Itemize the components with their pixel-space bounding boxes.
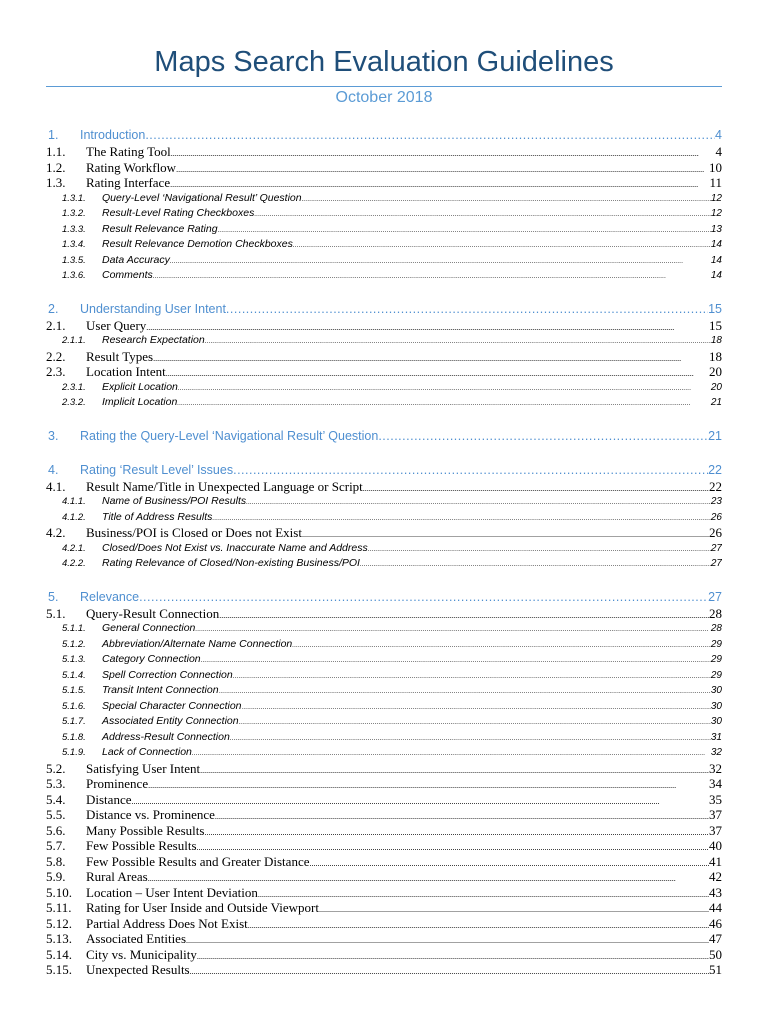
toc-entry-1-3-4[interactable] — [46, 237, 722, 253]
toc-entry-number: 5.15. — [46, 962, 72, 977]
toc-dot-leader — [319, 902, 709, 916]
toc-entry-title: Abbreviation/Alternate Name Connection — [102, 637, 293, 650]
toc-entry-title: Rating ‘Result Level’ Issues — [80, 462, 234, 477]
toc-page-number: 30 — [710, 685, 722, 696]
toc-page-number: 44 — [709, 900, 722, 915]
toc-entry-1-3-3[interactable] — [46, 222, 722, 238]
toc-entry-title: Transit Intent Connection — [102, 684, 219, 696]
toc-page-number: 20 — [710, 381, 722, 393]
toc-entry-title: Rating Workflow — [86, 159, 177, 175]
toc-page-number: 47 — [709, 931, 722, 946]
toc-page-number: 29 — [710, 669, 722, 681]
toc-entry-title: Associated Entities — [86, 931, 187, 946]
toc-entry-number: 5.1. — [46, 605, 66, 621]
toc-entry-1-3-2[interactable] — [46, 206, 722, 222]
toc-entry-number: 4.2. — [46, 525, 66, 540]
toc-entry-title: Distance — [86, 791, 132, 807]
toc-entry-title: Introduction — [80, 128, 146, 142]
toc-dot-leader — [139, 589, 708, 606]
toc-entry-1-3-1[interactable] — [46, 191, 722, 207]
toc-entry-number: 5.2. — [46, 760, 66, 776]
toc-dot-leader — [197, 840, 709, 854]
toc-page-number: 23 — [710, 496, 722, 507]
toc-entry-title: Address-Result Connection — [102, 730, 230, 743]
toc-dot-leader — [171, 146, 716, 160]
toc-entry-2[interactable] — [46, 301, 722, 318]
toc-entry-title: City vs. Municipality — [86, 946, 197, 962]
toc-entry-5-10[interactable] — [46, 885, 722, 901]
toc-page-number: 32 — [710, 747, 722, 758]
toc-entry-2-2[interactable] — [46, 349, 722, 365]
toc-page-number: 18 — [709, 348, 722, 364]
toc-dot-leader — [204, 825, 709, 839]
toc-page-number: 29 — [710, 638, 722, 650]
toc-dot-leader — [212, 511, 710, 526]
toc-dot-leader — [368, 542, 711, 557]
toc-dot-leader — [177, 396, 711, 411]
toc-page-number: 26 — [710, 511, 722, 523]
toc-entry-number: 1. — [48, 128, 59, 142]
toc-dot-leader — [153, 269, 711, 284]
toc-entry-number: 4.1.1. — [62, 496, 86, 507]
toc-entry-number: 5.6. — [46, 822, 66, 838]
toc-entry-number: 5. — [48, 589, 59, 604]
toc-entry-1-2[interactable] — [46, 160, 722, 176]
toc-entry-1[interactable] — [46, 127, 722, 144]
toc-dot-leader — [195, 622, 710, 637]
toc-entry-number: 2.2. — [46, 348, 66, 364]
toc-page-number: 21 — [710, 397, 722, 408]
toc-page-number: 41 — [709, 853, 722, 869]
toc-entry-title: Relevance — [80, 589, 140, 604]
toc-dot-leader — [176, 162, 709, 176]
toc-dot-leader — [178, 381, 711, 396]
toc-page-number: 14 — [710, 270, 722, 281]
toc-entry-number: 5.1.7. — [62, 716, 86, 727]
toc-entry-title: Unexpected Results — [86, 962, 190, 977]
toc-entry-title: Special Character Connection — [102, 699, 242, 712]
toc-entry-number: 5.13. — [46, 931, 72, 946]
toc-entry-title: Distance vs. Prominence — [86, 807, 215, 822]
toc-entry-5-8[interactable] — [46, 854, 722, 870]
toc-entry-title: Lack of Connection — [102, 746, 192, 758]
toc-dot-leader — [170, 254, 711, 269]
toc-page-number: 43 — [709, 884, 722, 900]
toc-page-number: 26 — [709, 525, 722, 540]
toc-entry-number: 5.4. — [46, 791, 66, 807]
toc-entry-number: 1.3.2. — [62, 208, 86, 219]
toc-dot-leader — [246, 495, 711, 510]
toc-entry-title: Explicit Location — [102, 380, 178, 393]
toc-entry-title: Rural Areas — [86, 869, 148, 884]
toc-dot-leader — [166, 366, 709, 380]
toc-dot-leader — [190, 964, 709, 978]
toc-dot-leader — [378, 428, 708, 445]
toc-entry-title: Query-Result Connection — [86, 605, 220, 621]
toc-entry-number: 5.1.9. — [62, 747, 86, 758]
toc-dot-leader — [192, 746, 711, 761]
toc-dot-leader — [146, 320, 709, 334]
toc-entry-1-3[interactable] — [46, 175, 722, 191]
toc-dot-leader — [226, 301, 708, 318]
toc-entry-number: 1.1. — [46, 144, 66, 159]
toc-entry-title: Comments — [102, 269, 153, 281]
toc-entry-5[interactable] — [46, 589, 722, 606]
document-date: October 2018 — [335, 89, 433, 106]
toc-entry-5-1-2[interactable] — [46, 637, 722, 653]
toc-dot-leader — [148, 778, 709, 792]
toc-dot-leader — [233, 669, 711, 684]
toc-entry-4-2[interactable] — [46, 525, 722, 541]
document-title: Maps Search Evaluation Guidelines — [154, 46, 614, 78]
toc-dot-leader — [219, 684, 711, 699]
toc-entry-5-1-3[interactable] — [46, 652, 722, 668]
toc-entry-title: Rating Relevance of Closed/Non-existing Business/POI — [102, 557, 360, 569]
toc-entry-1-3-5[interactable] — [46, 253, 722, 269]
toc-entry-title: Category Connection — [102, 653, 201, 665]
toc-entry-number: 3. — [48, 428, 59, 443]
toc-entry-number: 4.2.1. — [62, 542, 86, 554]
toc-entry-number: 2.1. — [46, 317, 66, 333]
toc-entry-4-1[interactable] — [46, 479, 722, 495]
toc-entry-number: 4.2.2. — [62, 558, 86, 569]
toc-dot-leader — [360, 557, 711, 572]
toc-page-number: 46 — [709, 915, 722, 931]
toc-entry-5-1-9[interactable] — [46, 745, 722, 761]
toc-entry-number: 5.1.8. — [62, 731, 86, 743]
toc-page-number: 35 — [709, 791, 722, 807]
toc-entry-number: 5.11. — [46, 900, 72, 915]
toc-dot-leader — [302, 192, 711, 207]
toc-page-number: 32 — [709, 760, 722, 776]
toc-page-number: 27 — [710, 558, 722, 569]
toc-page-number: 14 — [710, 239, 722, 250]
toc-entry-5-1-4[interactable] — [46, 668, 722, 684]
toc-entry-number: 5.1.3. — [62, 654, 86, 665]
toc-entry-5-7[interactable] — [46, 838, 722, 854]
toc-entry-title: Rating for User Inside and Outside Viewport — [86, 900, 319, 915]
toc-entry-title: Rating Interface — [86, 175, 171, 190]
toc-entry-4-1-2[interactable] — [46, 510, 722, 526]
toc-entry-number: 5.9. — [46, 869, 66, 884]
toc-dot-leader — [309, 856, 709, 870]
toc-entry-number: 2.3. — [46, 364, 66, 379]
toc-dot-leader — [254, 207, 711, 222]
toc-page-number: 4 — [715, 144, 722, 159]
toc-dot-leader — [239, 715, 711, 730]
toc-entry-title: Partial Address Does Not Exist — [86, 915, 248, 931]
toc-page-number: 30 — [710, 700, 722, 712]
toc-dot-leader — [219, 608, 709, 622]
toc-page-number: 13 — [710, 223, 722, 235]
toc-page-number: 28 — [709, 605, 722, 621]
toc-page-number: 37 — [709, 807, 722, 822]
toc-entry-number: 1.3. — [46, 175, 66, 190]
toc-page-number: 51 — [709, 962, 722, 977]
toc-page-number: 50 — [709, 946, 722, 962]
toc-entry-number: 1.3.1. — [62, 192, 86, 204]
toc-page-number: 31 — [710, 731, 722, 743]
toc-dot-leader — [153, 351, 709, 365]
toc-entry-number: 5.7. — [46, 838, 66, 853]
toc-entry-title: Few Possible Results and Greater Distance — [86, 853, 310, 869]
toc-dot-leader — [170, 177, 709, 191]
toc-entry-5-9[interactable] — [46, 869, 722, 885]
toc-page-number: 12 — [710, 192, 722, 204]
toc-entry-title: Result Relevance Demotion Checkboxes — [102, 238, 293, 250]
toc-entry-number: 5.3. — [46, 776, 66, 791]
toc-entry-title: Prominence — [86, 776, 149, 791]
toc-entry-5-1-8[interactable] — [46, 730, 722, 746]
toc-entry-title: The Rating Tool — [86, 144, 171, 159]
toc-entry-number: 4. — [48, 462, 59, 477]
toc-dot-leader — [363, 481, 709, 495]
toc-entry-5-1-6[interactable] — [46, 699, 722, 715]
toc-dot-leader — [292, 638, 711, 653]
toc-page-number: 28 — [710, 623, 722, 634]
toc-entry-number: 5.1.6. — [62, 700, 86, 712]
toc-entry-title: Query-Level ‘Navigational Result’ Question — [102, 191, 302, 204]
toc-dot-leader — [215, 809, 709, 823]
toc-dot-leader — [230, 731, 711, 746]
toc-entry-number: 4.1.2. — [62, 511, 86, 523]
toc-entry-title: Location Intent — [86, 364, 166, 379]
toc-entry-5-4[interactable] — [46, 792, 722, 808]
toc-entry-number: 5.14. — [46, 946, 72, 962]
toc-entry-number: 5.8. — [46, 853, 66, 869]
toc-page-number: 21 — [708, 428, 722, 443]
toc-entry-title: Result Types — [86, 348, 154, 364]
toc-entry-5-1-5[interactable] — [46, 683, 722, 699]
toc-entry-number: 2.3.2. — [62, 397, 86, 408]
toc-entry-1-1[interactable] — [46, 144, 722, 160]
toc-page-number: 15 — [708, 301, 722, 316]
toc-entry-title: Few Possible Results — [86, 838, 197, 853]
table-of-contents — [46, 126, 722, 978]
toc-entry-5-6[interactable] — [46, 823, 722, 839]
toc-page-number: 12 — [710, 208, 722, 219]
toc-dot-leader — [186, 933, 709, 947]
toc-page-number: 29 — [710, 654, 722, 665]
toc-entry-title: Associated Entity Connection — [102, 715, 239, 727]
toc-dot-leader — [205, 334, 711, 349]
toc-entry-title: Spell Correction Connection — [102, 668, 233, 681]
toc-entry-4[interactable] — [46, 462, 722, 479]
toc-entry-number: 1.3.6. — [62, 270, 86, 281]
toc-dot-leader — [248, 918, 709, 932]
toc-entry-4-1-1[interactable] — [46, 494, 722, 510]
toc-entry-title: Location – User Intent Deviation — [86, 884, 258, 900]
toc-entry-number: 1.3.5. — [62, 254, 86, 266]
toc-entry-number: 1.2. — [46, 159, 66, 175]
toc-entry-5-1[interactable] — [46, 606, 722, 622]
toc-entry-number: 2.3.1. — [62, 381, 86, 393]
toc-entry-title: Research Expectation — [102, 334, 205, 346]
toc-entry-number: 1.3.4. — [62, 239, 86, 250]
toc-entry-title: Result Name/Title in Unexpected Language or Script — [86, 478, 363, 494]
toc-entry-5-13[interactable] — [46, 931, 722, 947]
toc-entry-number: 5.10. — [46, 884, 72, 900]
toc-entry-5-14[interactable] — [46, 947, 722, 963]
toc-entry-number: 5.12. — [46, 915, 72, 931]
toc-entry-number: 5.1.1. — [62, 623, 86, 634]
toc-page-number: 27 — [708, 589, 722, 604]
toc-page-number: 20 — [709, 364, 722, 379]
toc-entry-title: Result-Level Rating Checkboxes — [102, 207, 255, 219]
toc-page-number: 15 — [709, 317, 722, 333]
toc-entry-number: 1.3.3. — [62, 223, 86, 235]
toc-entry-title: Rating the Query-Level ‘Navigational Result’ Question — [80, 428, 379, 443]
toc-entry-number: 5.1.5. — [62, 685, 86, 696]
toc-entry-title: Result Relevance Rating — [102, 222, 218, 235]
toc-page-number: 18 — [710, 335, 722, 346]
toc-entry-5-1-7[interactable] — [46, 714, 722, 730]
toc-entry-title: Data Accuracy — [102, 253, 170, 266]
toc-dot-leader — [302, 527, 709, 541]
toc-entry-4-2-1[interactable] — [46, 541, 722, 557]
toc-entry-5-12[interactable] — [46, 916, 722, 932]
toc-entry-number: 5.1.2. — [62, 638, 86, 650]
toc-page-number: 30 — [710, 716, 722, 727]
toc-entry-title: Satisfying User Intent — [86, 760, 201, 776]
toc-entry-title: Name of Business/POI Results — [102, 495, 247, 507]
toc-dot-leader — [131, 794, 709, 808]
toc-entry-title: Implicit Location — [102, 396, 178, 408]
toc-entry-number: 2.1.1. — [62, 335, 86, 346]
toc-entry-title: User Query — [86, 317, 147, 333]
toc-page-number: 11 — [709, 175, 722, 190]
toc-page-number: 22 — [709, 478, 722, 494]
toc-page-number: 40 — [709, 838, 722, 853]
toc-entry-2-1-1[interactable] — [46, 333, 722, 349]
toc-entry-number: 5.1.4. — [62, 669, 86, 681]
toc-page-number: 34 — [709, 776, 722, 791]
toc-entry-1-3-6[interactable] — [46, 268, 722, 284]
toc-entry-number: 5.5. — [46, 807, 66, 822]
toc-dot-leader — [148, 871, 709, 885]
toc-entry-number: 2. — [48, 301, 59, 316]
toc-page-number: 4 — [715, 128, 722, 142]
toc-entry-5-1-1[interactable] — [46, 621, 722, 637]
title-divider — [46, 86, 722, 87]
toc-dot-leader — [233, 462, 708, 479]
toc-dot-leader — [258, 887, 709, 901]
toc-dot-leader — [197, 949, 709, 963]
toc-entry-title: Many Possible Results — [86, 822, 205, 838]
toc-entry-2-3-2[interactable] — [46, 395, 722, 411]
toc-dot-leader — [201, 653, 711, 668]
toc-entry-5-15[interactable] — [46, 962, 722, 978]
toc-dot-leader — [293, 238, 711, 253]
toc-entry-2-1[interactable] — [46, 318, 722, 334]
toc-entry-title: Understanding User Intent — [80, 301, 226, 316]
toc-page-number: 14 — [710, 254, 722, 266]
toc-page-number: 37 — [709, 822, 722, 838]
toc-entry-4-2-2[interactable] — [46, 556, 722, 572]
toc-page-number: 22 — [708, 462, 722, 477]
toc-entry-5-3[interactable] — [46, 776, 722, 792]
toc-entry-title: Business/POI is Closed or Does not Exist — [86, 525, 302, 540]
toc-entry-2-3[interactable] — [46, 364, 722, 380]
toc-entry-number: 4.1. — [46, 478, 66, 494]
toc-page-number: 10 — [709, 159, 722, 175]
toc-entry-2-3-1[interactable] — [46, 380, 722, 396]
toc-dot-leader — [218, 223, 711, 238]
toc-page-number: 42 — [709, 869, 722, 884]
toc-entry-5-2[interactable] — [46, 761, 722, 777]
toc-entry-5-5[interactable] — [46, 807, 722, 823]
toc-entry-5-11[interactable] — [46, 900, 722, 916]
toc-dot-leader — [242, 700, 711, 715]
toc-dot-leader — [145, 127, 715, 144]
toc-dot-leader — [200, 763, 709, 777]
toc-entry-title: Closed/Does Not Exist vs. Inaccurate Name and Address — [102, 541, 368, 554]
toc-entry-3[interactable] — [46, 428, 722, 445]
toc-page-number: 27 — [710, 542, 722, 554]
toc-entry-title: Title of Address Results — [102, 510, 213, 523]
toc-entry-title: General Connection — [102, 622, 196, 634]
